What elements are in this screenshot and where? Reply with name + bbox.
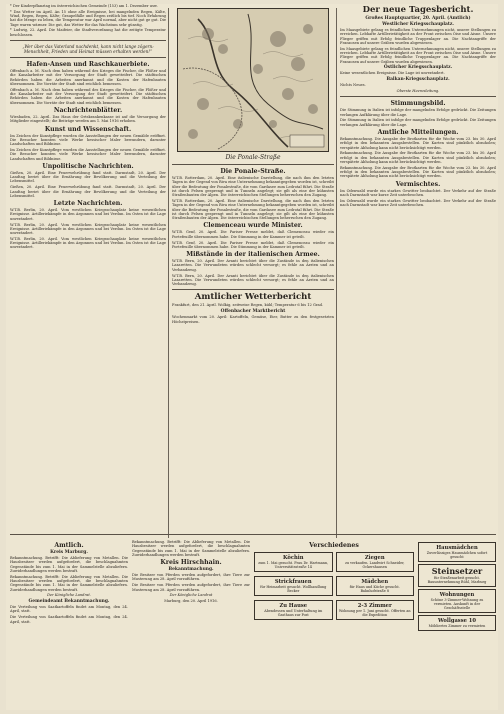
- ad-title: Strickfrauen: [274, 579, 312, 585]
- ad-title: Köchin: [282, 555, 304, 561]
- article-text: Wochenmarkt vom 20. April: Kartoffeln, Gemüse, Eier, Butter zu den festgesetzten Höchstpreisen.: [172, 315, 334, 324]
- notice-text: Bekanntmachung. Betrifft: Die Ablieferung von Metallen. Die Hausbesitzer werden aufgefordert, die beschlagnahmten Gegenstände bis zum 1. Mai in der Sammelstelle abzuliefern. Zuwiderhandlungen werden bestraft.: [10, 556, 128, 573]
- article-text: Nichts Neues.: [340, 83, 366, 88]
- classified-ad: [254, 552, 333, 572]
- notice-signature: Der Königliche Landrat: [169, 593, 213, 598]
- classified-grid: [254, 550, 414, 622]
- divider: [340, 96, 496, 97]
- classifieds-heading: Verschiedenes: [309, 542, 359, 549]
- notice-text: Bekanntmachung. Betrifft: Die Ablieferung von Metallen. Die Hausbesitzer werden aufgefordert, die beschlagnahmten Gegenstände bis zum 1. Mai in der Sammelstelle abzuliefern. Zuwiderhandlungen werden bestraft.: [10, 574, 128, 592]
- ponale-map-graphic: [178, 9, 328, 151]
- notice-heading: Kreis Hirschhain.: [160, 559, 222, 567]
- notice-subheading: Kreis Marburg.: [50, 550, 88, 555]
- middle-column: [172, 4, 334, 325]
- heading-subline: Großes Hauptquartier, 20. April. (Amtlich): [365, 16, 471, 21]
- divider: [172, 164, 334, 165]
- map-caption: Die Ponale-Straße: [225, 154, 281, 161]
- map-illustration: [177, 8, 329, 152]
- section-heading: Kunst und Wissenschaft.: [44, 125, 132, 133]
- classified-ad: [336, 600, 415, 620]
- article-text: Im Zeichen der Kunstpflege wurden die Ausstellungen der neuen Gemälde eröffnet. Die Besucher konnten viele Werke hessischer Maler bewundern, darunter Landschaften und Bildnisse.: [10, 133, 166, 147]
- notice-text: Die Besitzer von Pferden werden aufgefordert, ihre Tiere zur Musterung am 28. April vorzuführen.: [132, 573, 250, 582]
- newspaper-page: [6, 4, 498, 710]
- section-heading: Clemenceau wurde Minister.: [203, 222, 303, 230]
- ad-text: für Heimarbeit gesucht. Wollhandlung Becker: [260, 585, 327, 593]
- article-text: Im Maasgebiete gelang es feindlichen Unternehmungen nicht, unsere Stellungen zu erreichen. Lebhafte Artillerietätigkeit an der Front zwischen Oise und Aisne. Unsere Flieger griffen mit Erfolg feindliche Truppenlager an. Die Nachtangriffe der Franzosen auf unsere Gräben wurden abgewiesen.: [340, 46, 496, 64]
- article-text: Bekanntmachung. Die Ausgabe der Brotkarten für die Woche vom 23. bis 30. April erfolgt in den bekannten Ausgabestellen. Die Karten sind pünktlich abzuholen; verspätete Abholung kann nicht berücksichtigt werden.: [340, 165, 496, 179]
- article-text: W.T.B. Genf, 20. April. Die Pariser Presse meldet, daß Clemenceau wieder ein Portefeuille übernommen habe. Die Stimmung in der Kammer ist geteilt.: [172, 240, 334, 249]
- ad-title: Wohnungen: [439, 592, 475, 598]
- ad-text: zu verkaufen. Landwirt Schneider, Ockershausen: [345, 561, 405, 569]
- left-column: [10, 4, 166, 251]
- article-text: Frankfurt, den 21. April. Wolkig, zeitweise Regen, kühl; Temperatur 6 bis 12 Grad.: [172, 303, 324, 308]
- ad-title: Mädchen: [361, 579, 389, 585]
- date-line: Marburg, den 20. April 1916.: [164, 599, 218, 604]
- classifieds: [254, 540, 414, 622]
- ad-text: für Straßenarbeit gesucht. Bauunternehmung Rühl, Marburg: [427, 576, 487, 584]
- pull-quote: „Wer über das Vaterland nachdenkt, kann nicht lange zögern: Menschheit, Frieden und Heimat müssen erhalten werden!“: [22, 44, 154, 55]
- article-text: W.T.B. Berlin, 20. April. Vom westlichen Kriegsschauplatz keine wesentlichen Ereignisse. Artilleriekämpfe in den Argonnen und bei Verdun. Im Osten ist die Lage unverändert.: [10, 208, 166, 221]
- ad-text: Möbliertes Zimmer zu vermieten: [428, 624, 486, 628]
- notice-heading: Amtlich.: [54, 542, 84, 549]
- article-text: W.T.B. Rotterdam, 20. April. Eine italienische Darstellung, die nach ihm den letzten Tagen in der Gegend von Riva eine Unternehmung bekanntgegeben worden ist, schreibt über die Bedeutung der Ponalestraße, die vom Gardasee zum Ledrotal führt. Die Straße ist durch Felsen gesprengt und in Tunneln angelegt; sie gilt als eine der kühnsten Straßenbauten der Alpen. Die österreichischen Stellungen beherrschen den Zugang.: [172, 176, 334, 198]
- article-text: Gießen, 20. April. Eine Feuerwehrübung fand statt. Darmstadt, 20. April. Der Landtag beriet über die Ernährung der Bevölkerung und die Verteilung der Lebensmittel.: [10, 170, 166, 184]
- ad-title: Zu Hause: [279, 603, 308, 609]
- section-subheading: Östlicher Kriegsschauplatz.: [383, 65, 453, 71]
- ad-text: Wohnung per 1. Juni gesucht. Offerten an die Expedition: [338, 609, 411, 617]
- page-heading: Der neue Tagesbericht.: [362, 5, 474, 15]
- classified-ad: [418, 589, 496, 613]
- column-divider: [168, 8, 169, 538]
- intro-paragraph: * Der Kinderpflanztag im österreichischen Gemeinde (153) am 1. Dezember usw.: [10, 4, 158, 8]
- article-text: Offenbach a. M. Nach dem haben während des Krieges die Fischer, die Flößer und die Kanalarbeiter mit der Versorgung der Stadt gewetteifert. Die städtischen Behörden haben die Arbeiten anerkannt und die Kosten der Hafenbauten übernommen. Die Vorräte der Stadt sind reichlich bemessen.: [10, 69, 166, 86]
- article-text: Die Stimmung in Italien ist infolge der mangelnden Erfolge gedrückt. Die Zeitungen verlangen Aufklärung über die Lage.: [340, 118, 496, 127]
- notice-text: Die Besitzer von Pferden werden aufgefordert, ihre Tiere zur Musterung am 28. April vorzuführen.: [132, 583, 250, 592]
- notice-text: Die Verteilung von Saatkartoffeln findet am Montag, den 24. April, statt.: [10, 615, 128, 624]
- ad-text: zum 1. Mai gesucht. Frau Dr. Hartmann, Universitätsstraße 14: [258, 561, 329, 569]
- ad-title: 2-3 Zimmer: [357, 603, 392, 609]
- section-heading: Stimmungsbild.: [390, 100, 446, 108]
- section-heading: Letzte Nachrichten.: [53, 200, 123, 208]
- section-heading: Nachrichtenblätter.: [53, 106, 123, 114]
- article-text: Bekanntmachung. Die Ausgabe der Brotkarten für die Woche vom 23. bis 30. April erfolgt in den bekannten Ausgabestellen. Die Karten sind pünktlich abzuholen; verspätete Abholung kann nicht berücksichtigt werden.: [340, 151, 496, 164]
- notice-signature: Der Königliche Landrat.: [47, 593, 91, 598]
- divider: [10, 57, 166, 58]
- notice-subheading: Gemeindeamt Bekanntmachung.: [28, 599, 110, 605]
- article-text: Im Odenwald wurde ein starkes Gewitter beobachtet. Der Verkehr auf der Straße nach Darmstadt war kurze Zeit unterbrochen.: [340, 198, 496, 208]
- ad-text: Abendessen und Unterhaltung im Gasthaus zur Post: [264, 609, 323, 617]
- section-heading: Unpolitische Nachrichten.: [42, 162, 134, 170]
- article-text: Gießen, 20. April. Eine Feuerwehrübung fand statt. Darmstadt, 20. April. Der Landtag beriet über die Ernährung der Bevölkerung und die Verteilung der Lebensmittel.: [10, 185, 166, 198]
- article-text: W.T.B. Bern, 20. April. Der Avanti berichtet über die Zustände in den italienischen Lazaretten. Die Verwundeten würden schlecht versorgt; es fehle an Ärzten und an Verbandzeug.: [172, 273, 334, 287]
- section-heading: Amtliche Mitteilungen.: [377, 128, 459, 136]
- section-heading: Vermischtes.: [395, 180, 441, 188]
- divider: [172, 289, 334, 290]
- intro-paragraph: * Das Wetter im April. An 15 ohne alle Ereignisse, bei mangelnden Regen, Kälte, Wind, Regen, Regen, Kälte; Graupelfälle und Regen zeitlich bis tief. Noch Erfahrung hat die Menge zu leben, die Temperatur war April normal, aber nicht gut ge gut. Die Tage waren wärmer. Die gut, das Wetter für das Wachstum sehr günstig.: [10, 9, 166, 27]
- section-heading: Mißstände in der italienischen Armee.: [186, 251, 320, 259]
- classified-ad: [418, 564, 496, 587]
- signature: Oberste Heeresleitung.: [396, 88, 440, 93]
- ad-title: Ziegen: [364, 555, 385, 561]
- ad-title: Wollgasse 10: [438, 618, 476, 624]
- article-text: W.T.B. Berlin, 20. April. Vom westlichen Kriegsschauplatz keine wesentlichen Ereignisse. Artilleriekämpfe in den Argonnen und bei Verdun. Im Osten ist die Lage unverändert.: [10, 222, 166, 236]
- intro-paragraph: * Ludwig, 22. April. Die Maifeier, die Stadtverordnung hat die zeitigte Temperatur beschlossen.: [10, 28, 166, 37]
- article-text: Im Zeichen der Kunstpflege wurden die Ausstellungen der neuen Gemälde eröffnet. Die Besucher konnten viele Werke hessischer Maler bewundern, darunter Landschaften und Bildnisse.: [10, 147, 166, 161]
- article-text: Die Stimmung in Italien ist infolge der mangelnden Erfolge gedrückt. Die Zeitungen verlangen Aufklärung über die Lage.: [340, 108, 496, 117]
- column-divider: [336, 8, 337, 538]
- right-column: [340, 4, 496, 209]
- horizontal-divider: [10, 534, 496, 535]
- classified-ad: [254, 576, 333, 596]
- notice-text: Die Verteilung von Saatkartoffeln findet am Montag, den 24. April, statt.: [10, 605, 128, 614]
- ad-text: Zuverlässiges Hausmädchen sofort gesucht: [426, 551, 488, 559]
- article-text: Keine wesentlichen Ereignisse. Die Lage ist unverändert.: [340, 71, 445, 76]
- article-text: Im Maasgebiete gelang es feindlichen Unternehmungen nicht, unsere Stellungen zu erreichen. Lebhafte Artillerietätigkeit an der Front zwischen Oise und Aisne. Unsere Flieger griffen mit Erfolg feindliche Truppenlager an. Die Nachtangriffe der Franzosen auf unsere Gräben wurden abgewiesen.: [340, 28, 496, 45]
- ad-title: Hausmädchen: [436, 545, 478, 551]
- ad-title: Steinsetzer: [431, 566, 483, 576]
- article-text: W.T.B. Rotterdam, 20. April. Eine italienische Darstellung, die nach ihm den letzten Tagen in der Gegend von Riva eine Unternehmung bekanntgegeben worden ist, schreibt über die Bedeutung der Ponalestraße, die vom Gardasee zum Ledrotal führt. Die Straße ist durch Felsen gesprengt und in Tunneln angelegt; sie gilt als eine der kühnsten Straßenbauten der Alpen. Die österreichischen Stellungen beherrschen den Zugang.: [172, 198, 334, 221]
- article-text: Im Odenwald wurde ein starkes Gewitter beobachtet. Der Verkehr auf der Straße nach Darmstadt war kurze Zeit unterbrochen.: [340, 188, 496, 197]
- notice-subheading: Bekanntmachung.: [168, 567, 214, 573]
- notice-column: [10, 540, 128, 625]
- article-text: W.T.B. Genf, 20. April. Die Pariser Presse meldet, daß Clemenceau wieder ein Portefeuille übernommen habe. Die Stimmung in der Kammer ist geteilt.: [172, 230, 334, 239]
- classified-ad: [418, 615, 496, 631]
- article-text: Bekanntmachung. Die Ausgabe der Brotkarten für die Woche vom 23. bis 30. April erfolgt in den bekannten Ausgabestellen. Die Karten sind pünktlich abzuholen; verspätete Abholung kann nicht berücksichtigt werden.: [340, 136, 496, 150]
- divider: [10, 40, 166, 41]
- section-heading: Amtlicher Wetterbericht: [194, 292, 312, 303]
- notice-column: [132, 540, 250, 605]
- classified-ad: [336, 552, 415, 572]
- classified-ad: [336, 576, 415, 596]
- article-text: W.T.B. Bern, 20. April. Der Avanti berichtet über die Zustände in den italienischen Lazaretten. Die Verwundeten würden schlecht versorgt; es fehle an Ärzten und an Verbandzeug.: [172, 259, 334, 272]
- article-text: Offenbach a. M. Nach dem haben während des Krieges die Fischer, die Flößer und die Kanalarbeiter mit der Versorgung der Stadt gewetteifert. Die städtischen Behörden haben die Arbeiten anerkannt und die Kosten der Hafenbauten übernommen. Die Vorräte der Stadt sind reichlich bemessen.: [10, 87, 166, 105]
- article-text: W.T.B. Berlin, 20. April. Vom westlichen Kriegsschauplatz keine wesentlichen Ereignisse. Artilleriekämpfe in den Argonnen und bei Verdun. Im Osten ist die Lage unverändert.: [10, 236, 166, 250]
- section-subheading: Offenbacher Marktbericht: [220, 309, 286, 315]
- article-text: Wiesbaden, 22. April. Das Haus der Ortskrankenkasse ist auf die Versorgung der Mitglieder eingestellt; die Beiträge werden am 1. Mai 1916 erhoben.: [10, 114, 166, 124]
- section-heading: Die Ponale-Straße.: [220, 168, 286, 175]
- ad-text: für Haus und Küche gesucht. Bahnhofstraße 8: [349, 585, 400, 593]
- notice-text: Bekanntmachung. Betrifft: Die Ablieferung von Metallen. Die Hausbesitzer werden aufgefordert, die beschlagnahmten Gegenstände bis zum 1. Mai in der Sammelstelle abzuliefern. Zuwiderhandlungen werden bestraft.: [132, 540, 250, 557]
- section-heading: Hafen-Ansen und Raschkauerbiete.: [26, 61, 150, 69]
- section-subheading: Westlicher Kriegsschauplatz.: [382, 22, 454, 27]
- classified-ad: [254, 600, 333, 620]
- section-subheading: Balkan-Kriegsschauplatz.: [386, 77, 450, 83]
- ad-text: Schöne 3-Zimmer-Wohnung zu vermieten. Auskunft in der Geschäftsstelle: [430, 598, 484, 610]
- ads-column: [418, 540, 496, 633]
- classified-ad: [418, 542, 496, 562]
